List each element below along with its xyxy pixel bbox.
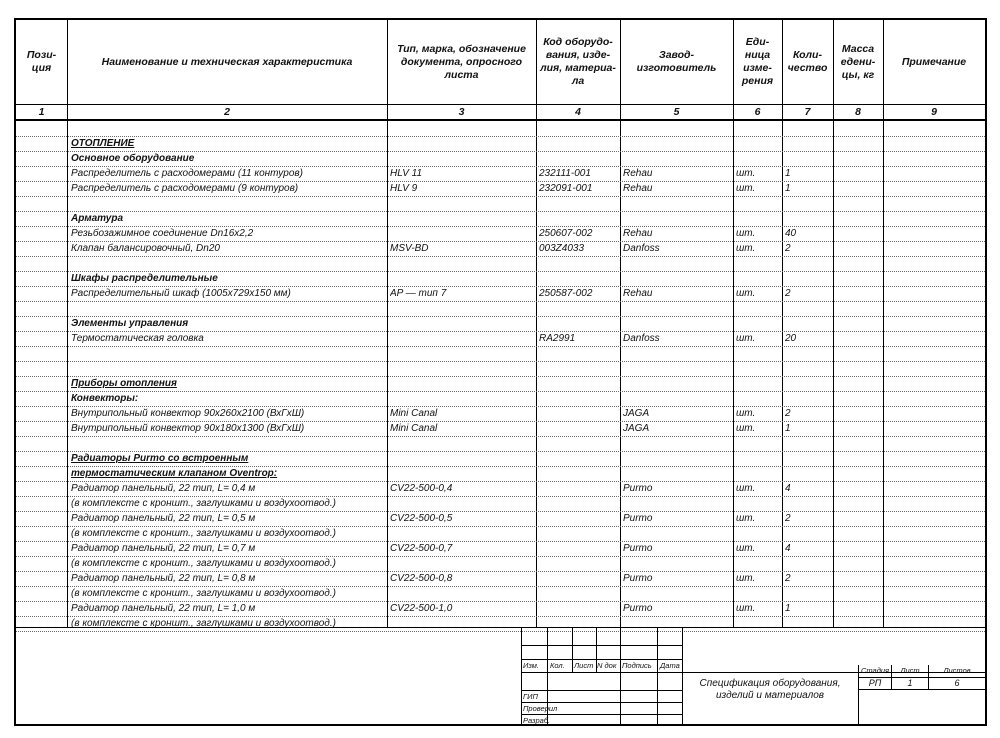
row-name: Радиатор панельный, 22 тип, L= 0,5 м [71, 513, 256, 524]
row-name [71, 346, 383, 361]
col-number-4: 4 [575, 106, 581, 118]
rev-header-kol: Кол. [550, 661, 565, 670]
row-qty: 1 [785, 603, 791, 614]
row-type: CV22-500-1,0 [390, 603, 453, 614]
row-qty: 2 [785, 513, 791, 524]
row-name: (в комплексте с кроншт., заглушками и воздухоотвод.) [71, 558, 336, 569]
tb-line [682, 627, 683, 726]
table-row [16, 616, 985, 632]
row-qty: 4 [785, 543, 791, 554]
row-name: Радиатор панельный, 22 тип, L= 0,4 м [71, 483, 256, 494]
row-name: Внутрипольный конвектор 90x180x1300 (ВхГхШ) [71, 423, 305, 434]
header-mass: Масса едени- цы, кг [840, 42, 876, 81]
rev-header-sign: Подпись [622, 661, 652, 670]
row-type [390, 226, 534, 241]
row-qty: 1 [785, 168, 791, 179]
row-name: Внутрипольный конвектор 90x260x2100 (ВхГхШ) [71, 408, 305, 419]
row-maker: Purmo [623, 483, 653, 494]
row-code [539, 511, 618, 526]
row-type: Mini Canal [390, 423, 438, 434]
table-row [16, 286, 985, 302]
header-qty: Коли- чество [787, 49, 828, 74]
row-name [71, 121, 383, 136]
role-developer: Разраб. [523, 716, 551, 725]
col-number-3: 3 [458, 106, 465, 118]
table-row [16, 226, 985, 242]
row-maker: Rehau [623, 168, 653, 179]
row-unit: шт. [736, 288, 756, 299]
table-row [16, 211, 985, 227]
table-row [16, 196, 985, 212]
table-row [16, 451, 985, 467]
tb-line [521, 714, 682, 715]
row-unit: шт. [736, 183, 756, 194]
col-number-7: 7 [804, 106, 811, 118]
row-code [539, 121, 618, 136]
tb-line [572, 627, 573, 672]
tb-line [521, 690, 682, 691]
col-number-1: 1 [38, 106, 45, 118]
row-name [71, 361, 383, 376]
sheets-label: Листов [943, 666, 971, 675]
tb-line [521, 627, 522, 726]
role-checked: Проверил [523, 704, 558, 713]
row-unit [736, 121, 780, 136]
table-row [16, 406, 985, 422]
table-bottom-rule [16, 627, 985, 628]
row-name: Клапан балансировочный, Dn20 [71, 243, 220, 254]
row-name: Распределительный шкаф (1005x729x150 мм) [71, 288, 291, 299]
row-name [71, 436, 383, 451]
row-qty: 4 [785, 483, 791, 494]
table-row [16, 361, 985, 377]
row-unit: шт. [736, 603, 756, 614]
tb-line [858, 689, 985, 690]
row-maker [623, 121, 731, 136]
row-code: 232091-001 [539, 183, 593, 194]
col-number-9: 9 [931, 106, 937, 118]
row-type: AP — тип 7 [390, 288, 447, 299]
table-row [16, 556, 985, 572]
table-row [16, 331, 985, 347]
row-qty: 2 [785, 408, 791, 419]
row-qty: 1 [785, 183, 791, 194]
row-unit: шт. [736, 228, 756, 239]
sheet-value: 1 [907, 678, 913, 688]
header-maker: Завод- изготовитель [636, 49, 717, 74]
row-name: термостатическим клапаном Oventrop: [71, 468, 278, 479]
row-qty: 2 [785, 288, 791, 299]
row-name: (в комплексте с кроншт., заглушками и воздухоотвод.) [71, 498, 336, 509]
table-row [16, 136, 985, 152]
header-note: Примечание [901, 55, 967, 68]
col-number-5: 5 [673, 106, 680, 118]
header-code: Код оборудо- вания, изде- лия, материа- ла [540, 36, 616, 87]
table-row [16, 526, 985, 542]
document-title: Спецификация оборудования, изделий и материалов [699, 678, 841, 701]
row-code: 003Z4033 [539, 243, 585, 254]
tb-line [521, 645, 682, 646]
row-code: 232111-001 [539, 168, 591, 179]
table-row [16, 241, 985, 257]
row-unit: шт. [736, 573, 756, 584]
row-maker: Purmo [623, 573, 653, 584]
row-name [71, 301, 383, 316]
tb-line [521, 702, 682, 703]
row-unit: шт. [736, 543, 756, 554]
row-name: (в комплексте с кроншт., заглушками и воздухоотвод.) [71, 618, 336, 629]
row-name: Приборы отопления [71, 378, 177, 389]
rev-header-date: Дата [660, 661, 680, 670]
header-name: Наименование и техническая характеристика [101, 55, 353, 68]
row-unit: шт. [736, 408, 756, 419]
tb-line [620, 627, 621, 726]
row-type: Mini Canal [390, 408, 438, 419]
row-type: HLV 9 [390, 183, 418, 194]
table-row [16, 166, 985, 182]
row-name: Элементы управления [71, 318, 189, 329]
row-qty: 1 [785, 423, 791, 434]
row-maker: JAGA [623, 423, 650, 434]
row-type: CV22-500-0,8 [390, 573, 453, 584]
row-name: Резьбозажимное соединение Dn16x2,2 [71, 228, 254, 239]
rev-header-list: Лист [574, 661, 594, 670]
rev-header-izm: Изм. [523, 661, 539, 670]
row-maker: Danfoss [623, 243, 660, 254]
row-code [539, 571, 618, 586]
sheets-value: 6 [954, 678, 960, 688]
row-unit: шт. [736, 333, 756, 344]
table-row [16, 376, 985, 392]
role-gip: ГИП [523, 692, 538, 701]
row-qty: 2 [785, 243, 791, 254]
table-row [16, 151, 985, 167]
row-name: Арматура [71, 213, 124, 224]
row-maker: Rehau [623, 288, 653, 299]
table-row [16, 316, 985, 332]
row-code [539, 421, 618, 436]
table-row [16, 541, 985, 557]
table-row [16, 481, 985, 497]
table-row [16, 586, 985, 602]
row-type: HLV 11 [390, 168, 423, 179]
row-qty: 2 [785, 573, 791, 584]
header-type: Тип, марка, обозначение документа, опросного листа [397, 42, 526, 81]
table-row [16, 271, 985, 287]
row-maker: JAGA [623, 408, 650, 419]
row-type [390, 121, 534, 136]
row-code: 250607-002 [539, 228, 593, 239]
table-row [16, 421, 985, 437]
row-maker: Danfoss [623, 333, 660, 344]
row-unit: шт. [736, 243, 756, 254]
row-name: (в комплексте с кроншт., заглушками и воздухоотвод.) [71, 588, 336, 599]
row-qty [785, 121, 831, 136]
row-qty: 40 [785, 228, 797, 239]
row-type: CV22-500-0,7 [390, 543, 453, 554]
row-unit: шт. [736, 168, 756, 179]
row-name: Конвекторы: [71, 393, 139, 404]
row-name: Радиаторы Purmo со встроенным [71, 453, 249, 464]
header-position: Пози- ция [26, 49, 57, 74]
row-code [539, 481, 618, 496]
table-row [16, 391, 985, 407]
row-name: Радиатор панельный, 22 тип, L= 1,0 м [71, 603, 256, 614]
row-name [71, 256, 383, 271]
row-name: Основное оборудование [71, 153, 195, 164]
row-code [539, 541, 618, 556]
tb-line [521, 659, 682, 660]
row-type [390, 331, 534, 346]
table-row [16, 181, 985, 197]
row-code [539, 406, 618, 421]
table-row [16, 571, 985, 587]
row-code: 250587-002 [539, 288, 593, 299]
row-name: Радиатор панельный, 22 тип, L= 0,7 м [71, 543, 256, 554]
table-row [16, 496, 985, 512]
row-name: (в комплексте с кроншт., заглушками и воздухоотвод.) [71, 528, 336, 539]
table-row [16, 511, 985, 527]
row-unit: шт. [736, 423, 756, 434]
col-number-6: 6 [754, 106, 761, 118]
col-number-8: 8 [855, 106, 861, 118]
table-row [16, 436, 985, 452]
row-unit: шт. [736, 483, 756, 494]
row-type: CV22-500-0,4 [390, 483, 453, 494]
row-name: Термостатическая головка [71, 333, 204, 344]
row-maker: Rehau [623, 228, 653, 239]
row-name: Радиатор панельный, 22 тип, L= 0,8 м [71, 573, 256, 584]
table-row [16, 301, 985, 317]
row-name: Шкафы распределительные [71, 273, 218, 284]
specification-sheet [14, 18, 987, 726]
row-code: RA2991 [539, 333, 576, 344]
header-rule [16, 104, 985, 105]
row-name: ОТОПЛЕНИЕ [71, 138, 135, 149]
row-type: MSV-BD [390, 243, 429, 254]
col-number-2: 2 [224, 106, 230, 118]
row-unit: шт. [736, 513, 756, 524]
row-maker: Purmo [623, 603, 653, 614]
row-maker: Purmo [623, 513, 653, 524]
table-row [16, 256, 985, 272]
stage-label: Стадия [860, 666, 890, 675]
stage-value: РП [868, 678, 882, 688]
row-type: CV22-500-0,5 [390, 513, 453, 524]
tb-line [657, 627, 658, 726]
table-row [16, 346, 985, 362]
row-name: Распределитель с расходомерами (9 контуров) [71, 183, 299, 194]
rev-header-ndok: N док [597, 661, 617, 670]
table-row [16, 466, 985, 482]
header-unit: Еди- ница изме- рения [741, 36, 774, 87]
row-maker: Rehau [623, 183, 653, 194]
table-row [16, 121, 985, 137]
row-qty: 20 [785, 333, 797, 344]
sheet-label: Лист [900, 666, 920, 675]
row-name [71, 196, 383, 211]
row-maker: Purmo [623, 543, 653, 554]
table-row [16, 601, 985, 617]
row-name: Распределитель с расходомерами (11 контуров) [71, 168, 303, 179]
row-code [539, 601, 618, 616]
